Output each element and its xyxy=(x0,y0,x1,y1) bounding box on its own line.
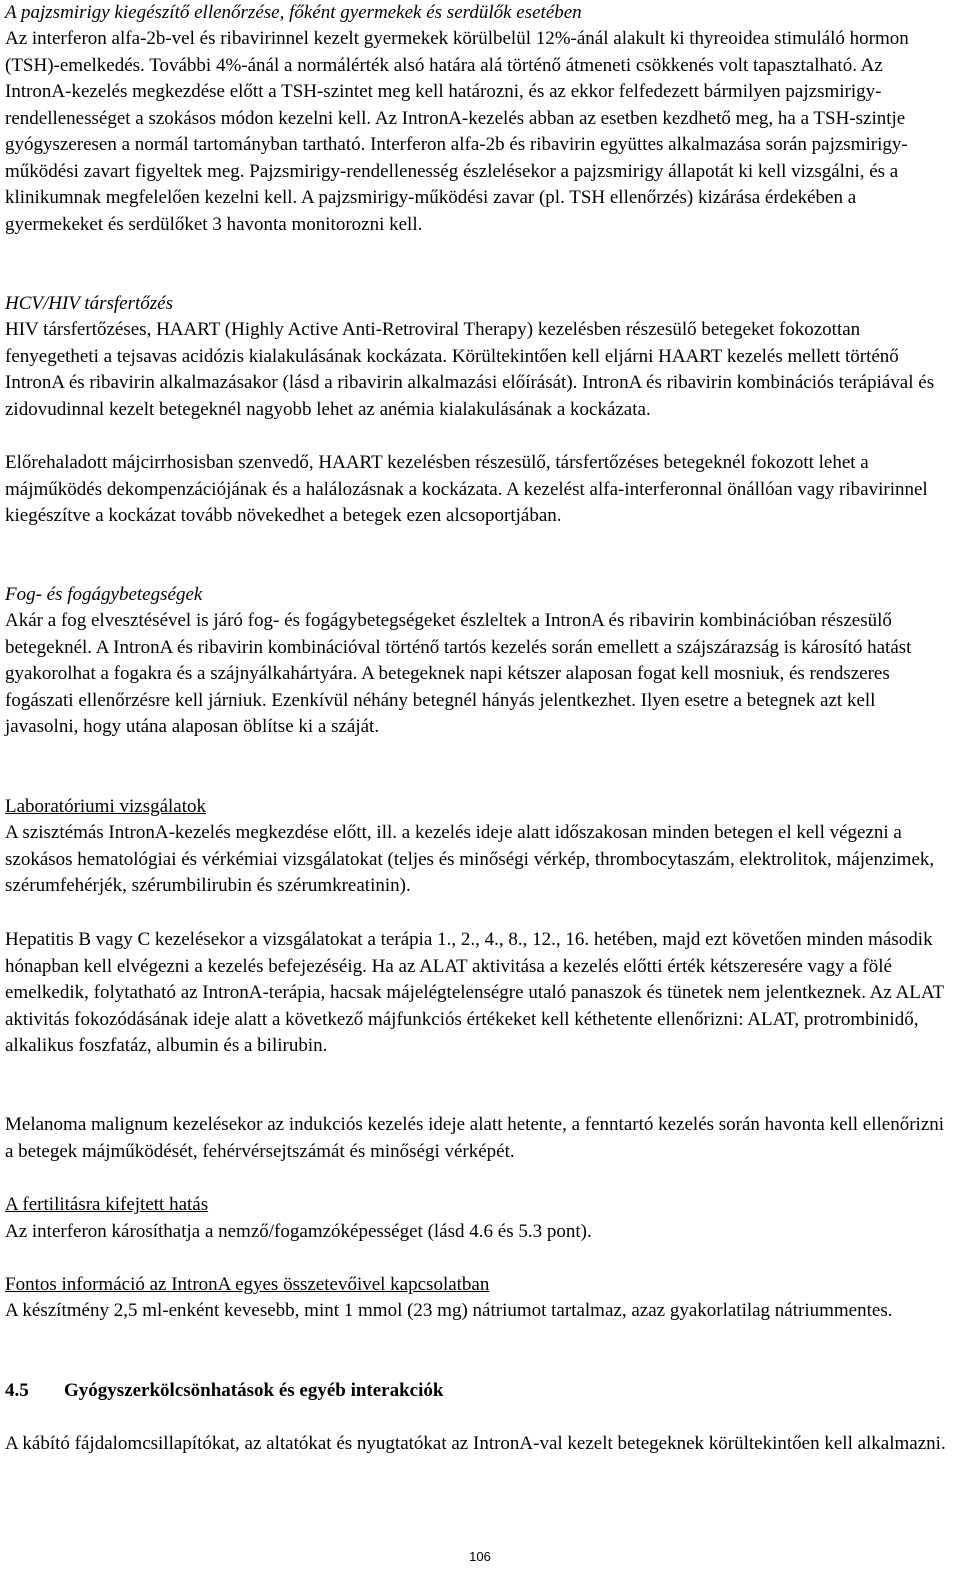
hiv-paragraph-1: HIV társfertőzéses, HAART (Highly Active Anti-Retroviral Therapy) kezelésben részesülő betegeket fokozottan fenyegetheti a tejsavas acidózis kialakulásának kockázata. Körültekintően kell eljárni HAART kezelés mellett történő IntronA és ribavirin alkalmazásakor (lásd a ribavirin alkalmazási előírását). IntronA és ribavirin kombinációs terápiával és zidovudinnal kezelt betegeknél nagyobb lehet az anémia kialakulásának a kockázata. xyxy=(5,319,935,420)
lab-paragraph-2: Hepatitis B vagy C kezelésekor a vizsgálatokat a terápia 1., 2., 4., 8., 12., 16. hetében, majd ezt követően minden második hónapban kell elvégezni a kezelés befejezéséig. Ha az ALAT aktivitása a kezelés előtti érték kétszeresére vagy a fölé emelkedik, folytatható az IntronA-terápia, hacsak májelégtelenségre utaló panaszok és tünetek nem jelentkeznek. Az ALAT aktivitás fokozódásának ideje alatt a következő májfunkciós értékeket kell kéthetente ellenőrizni: ALAT, protrombinidő, alkalikus foszfatáz, albumin és a bilirubin. xyxy=(5,929,944,1056)
section-title: Gyógyszerkölcsönhatások és egyéb interakciók xyxy=(64,1380,444,1401)
section-4-5-paragraph: A kábító fájdalomcsillapítókat, az altatókat és nyugtatókat az IntronA-val kezelt betegeknek körültekintően kell alkalmazni. xyxy=(5,1433,946,1454)
dental-paragraph: Akár a fog elvesztésével is járó fog- és fogágybetegségeket észleltek a IntronA és ribavirin kombinációban részesülő betegeknél. A IntronA és ribavirin kombinációval történő tartós kezelés során emellett a szájszárazság is károsító hatást gyakorolhat a fogakra és a szájnyálkahártyára. A betegeknek napi kétszer alaposan fogat kell mosniuk, és rendszeres fogászati ellenőrzésre kell járniuk. Ezenkívül néhány betegnél hányás jelentkezhet. Ilyen esetre a betegnek azt kell javasolni, hogy utána alaposan öblítse ki a száját. xyxy=(5,610,912,737)
lab-paragraph-1: A szisztémás IntronA-kezelés megkezdése előtt, ill. a kezelés ideje alatt időszakosan minden betegen el kell végezni a szokásos hematológiai és vérkémiai vizsgálatokat (teljes és minőségi vérkép, thrombocytaszám, elektrolitok, májenzimek, szérumfehérjék, szérumbilirubin és szérumkreatinin). xyxy=(5,822,935,896)
excipients-heading: Fontos információ az IntronA egyes összetevőivel kapcsolatban xyxy=(5,1274,490,1295)
excipients-paragraph: A készítmény 2,5 ml-enként kevesebb, mint 1 mmol (23 mg) nátriumot tartalmaz, azaz gyakorlatilag nátriummentes. xyxy=(5,1300,893,1321)
page-number: 106 xyxy=(469,1549,491,1564)
dental-heading: Fog- és fogágybetegségek xyxy=(5,584,203,605)
section-number: 4.5 xyxy=(5,1380,29,1401)
thyroid-paragraph: Az interferon alfa-2b-vel és ribavirinnel kezelt gyermekek körülbelül 12%-ánál alakult ki thyreoidea stimuláló hormon (TSH)-emelkedés. További 4%-ánál a normálérték alsó határa alá történő átmeneti csökkenés volt tapasztalható. Az IntronA-kezelés megkezdése előtt a TSH-szintet meg kell határozni, és az ekkor felfedezett bármilyen pajzsmirigy-rendellenességet a szokásos módon kezelni kell. Az IntronA-kezelés abban az esetben kezdhető meg, ha a TSH-szintje gyógyszeresen a normál tartományban tartható. Interferon alfa-2b és ribavirin együttes alkalmazása során pajzsmirigy-működési zavart figyeltek meg. Pajzsmirigy-rendellenesség észlelésekor a pajzsmirigy állapotát ki kell vizsgálni, és a klinikumnak megfelelően kezelni kell. A pajzsmirigy-működési zavar (pl. TSH ellenőrzés) kizárása érdekében a gyermekeket és serdülőket 3 havonta monitorozni kell. xyxy=(5,28,909,235)
hiv-heading: HCV/HIV társfertőzés xyxy=(5,293,174,314)
hiv-paragraph-2: Előrehaladott májcirrhosisban szenvedő, HAART kezelésben részesülő, társfertőzéses betegeknél fokozott lehet a májműködés dekompenzációjának és a halálozásnak a kockázata. A kezelést alfa-interferonnal önállóan vagy ribavirinnel kiegészítve a kockázat tovább növekedhet a betegek ezen alcsoportjában. xyxy=(5,452,928,526)
thyroid-heading: A pajzsmirigy kiegészítő ellenőrzése, főként gyermekek és serdülők esetében xyxy=(5,2,582,23)
fertility-paragraph: Az interferon károsíthatja a nemző/fogamzóképességet (lásd 4.6 és 5.3 pont). xyxy=(5,1221,592,1242)
section-4-5-heading xyxy=(5,1378,953,1405)
fertility-heading: A fertilitásra kifejtett hatás xyxy=(5,1194,209,1215)
lab-heading: Laboratóriumi vizsgálatok xyxy=(5,796,207,817)
lab-paragraph-3: Melanoma malignum kezelésekor az indukciós kezelés ideje alatt hetente, a fenntartó kezelés során havonta kell ellenőrizni a betegek májműködését, fehérvérsejtszámát és minőségi vérképét. xyxy=(5,1114,945,1162)
